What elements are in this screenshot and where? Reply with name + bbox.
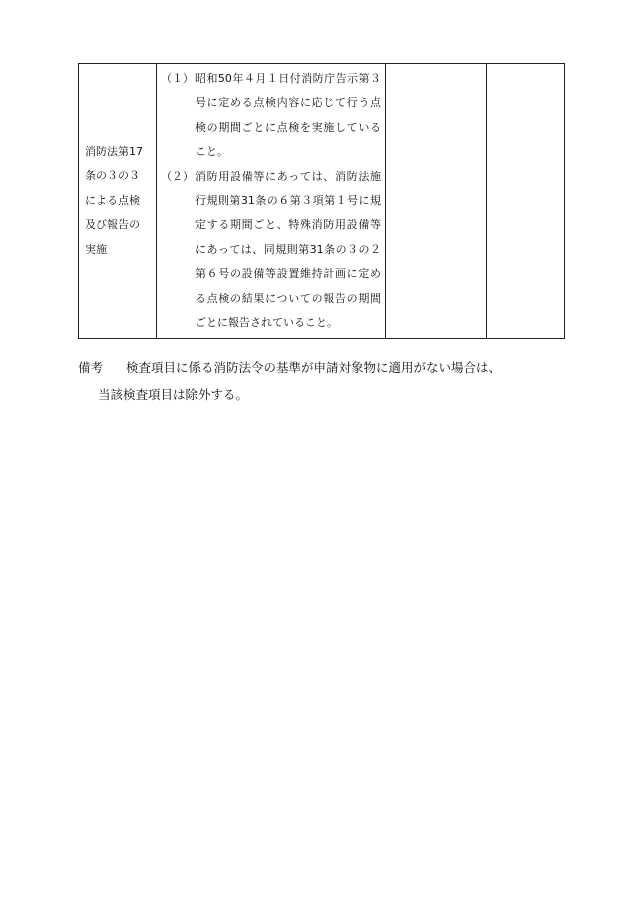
remarks-note (78, 354, 578, 408)
remarks-line-1: 検査項目に係る消防法令の基準が申請対象物に適用がない場合は、 (126, 360, 502, 375)
criteria-number: （１） (161, 72, 194, 85)
remarks-body (98, 354, 578, 408)
inspection-table (78, 63, 565, 339)
criteria-cell (157, 64, 386, 339)
criteria-text: 昭和50年４月１日付消防庁告示第３号に定める点検内容に応じて行う点検の期間ごとに点検を実施していること。 (195, 72, 381, 159)
table-row (79, 64, 565, 339)
criteria-paragraph-2 (161, 165, 381, 336)
result-cell (487, 64, 565, 339)
blank-cell (386, 64, 487, 339)
item-line: 実施 (85, 242, 107, 256)
item-line: 消防法第17 (85, 144, 143, 158)
remarks-line-2: 当該検査項目は除外する。 (98, 387, 249, 402)
remarks-label: 備考 (78, 360, 104, 375)
inspection-item-cell (79, 64, 157, 339)
item-line: 及び報告の (85, 218, 140, 232)
criteria-text: 消防用設備等にあっては、消防法施行規則第31条の６第３項第１号に規定する期間ごと、特殊消防用設備等にあっては、同規則第31条の３の２第６号の設備等設置維持計画に定める点検の結果についての報告の期間ごとに報告されていること。 (195, 169, 381, 330)
criteria-paragraph-1 (161, 67, 381, 165)
item-line: 条の３の３ (85, 169, 140, 183)
criteria-number: （２） (161, 169, 194, 183)
item-line: による点検 (85, 193, 140, 207)
